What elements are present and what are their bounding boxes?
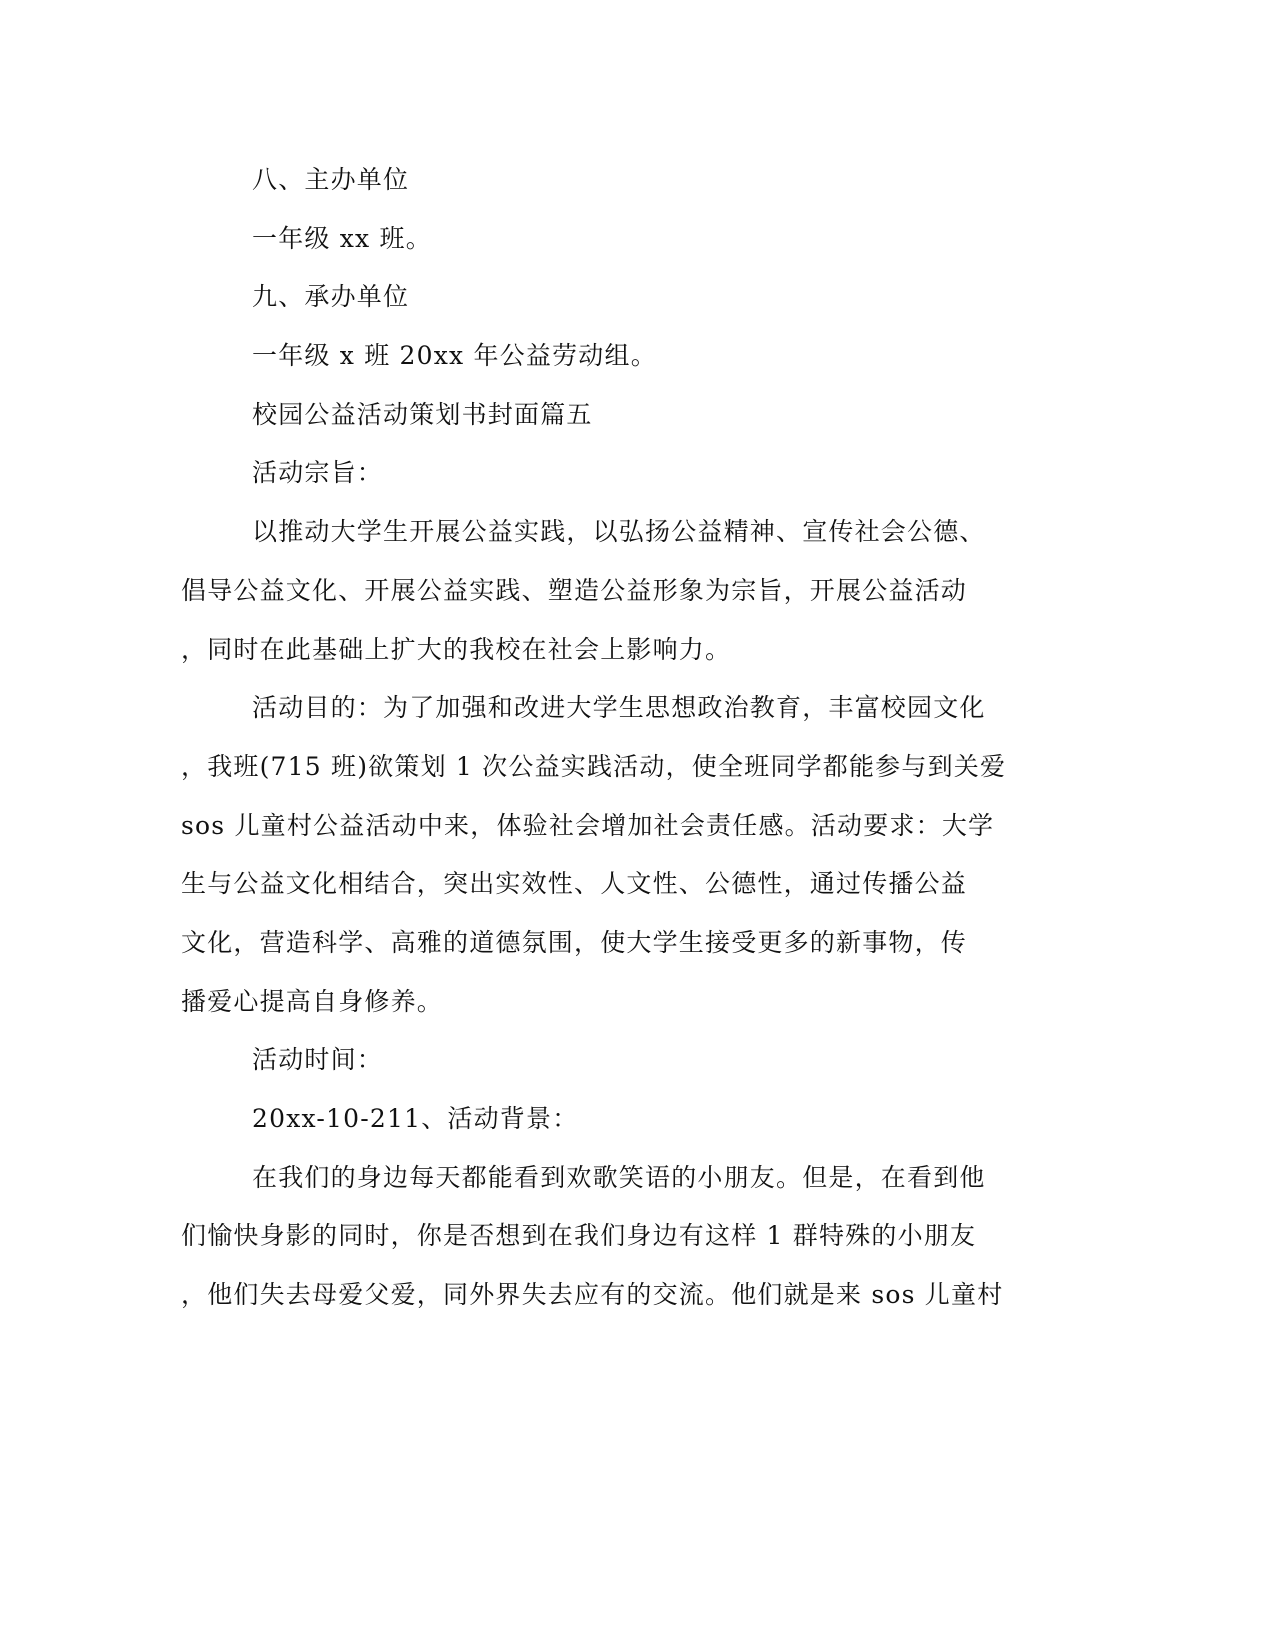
paragraph-line: 活动目的：为了加强和改进大学生思想政治教育，丰富校园文化 xyxy=(252,693,986,722)
section-heading-purpose: 活动宗旨： xyxy=(252,458,384,487)
section-heading-executor: 九、承办单位 xyxy=(252,282,410,311)
paragraph-line: 一年级 x 班 20xx 年公益劳动组。 xyxy=(252,341,657,370)
paragraph-line: sos 儿童村公益活动中来，体验社会增加社会责任感。活动要求：大学 xyxy=(181,811,995,840)
paragraph-line: 以推动大学生开展公益实践，以弘扬公益精神、宣传社会公德、 xyxy=(252,517,986,546)
section-heading-time: 活动时间： xyxy=(252,1045,384,1074)
chapter-title: 校园公益活动策划书封面篇五 xyxy=(252,400,593,429)
section-heading-organizer: 八、主办单位 xyxy=(252,165,410,194)
paragraph-line: ，他们失去母爱父爱，同外界失去应有的交流。他们就是来 sos 儿童村 xyxy=(181,1280,1004,1309)
paragraph-line: 20xx-10-211、活动背景： xyxy=(252,1104,579,1133)
paragraph-line: 倡导公益文化、开展公益实践、塑造公益形象为宗旨，开展公益活动 xyxy=(181,576,968,605)
paragraph-line: 播爱心提高自身修养。 xyxy=(181,987,444,1016)
paragraph-line: ，我班(715 班)欲策划 1 次公益实践活动，使全班同学都能参与到关爱 xyxy=(181,752,1007,781)
paragraph-line: 文化，营造科学、高雅的道德氛围，使大学生接受更多的新事物，传 xyxy=(181,928,968,957)
paragraph-line: 在我们的身边每天都能看到欢歌笑语的小朋友。但是，在看到他 xyxy=(252,1163,986,1192)
paragraph-line: ，同时在此基础上扩大的我校在社会上影响力。 xyxy=(181,635,732,664)
paragraph-line: 一年级 xx 班。 xyxy=(252,224,432,253)
paragraph-line: 们愉快身影的同时，你是否想到在我们身边有这样 1 群特殊的小朋友 xyxy=(181,1221,977,1250)
paragraph-line: 生与公益文化相结合，突出实效性、人文性、公德性，通过传播公益 xyxy=(181,869,968,898)
